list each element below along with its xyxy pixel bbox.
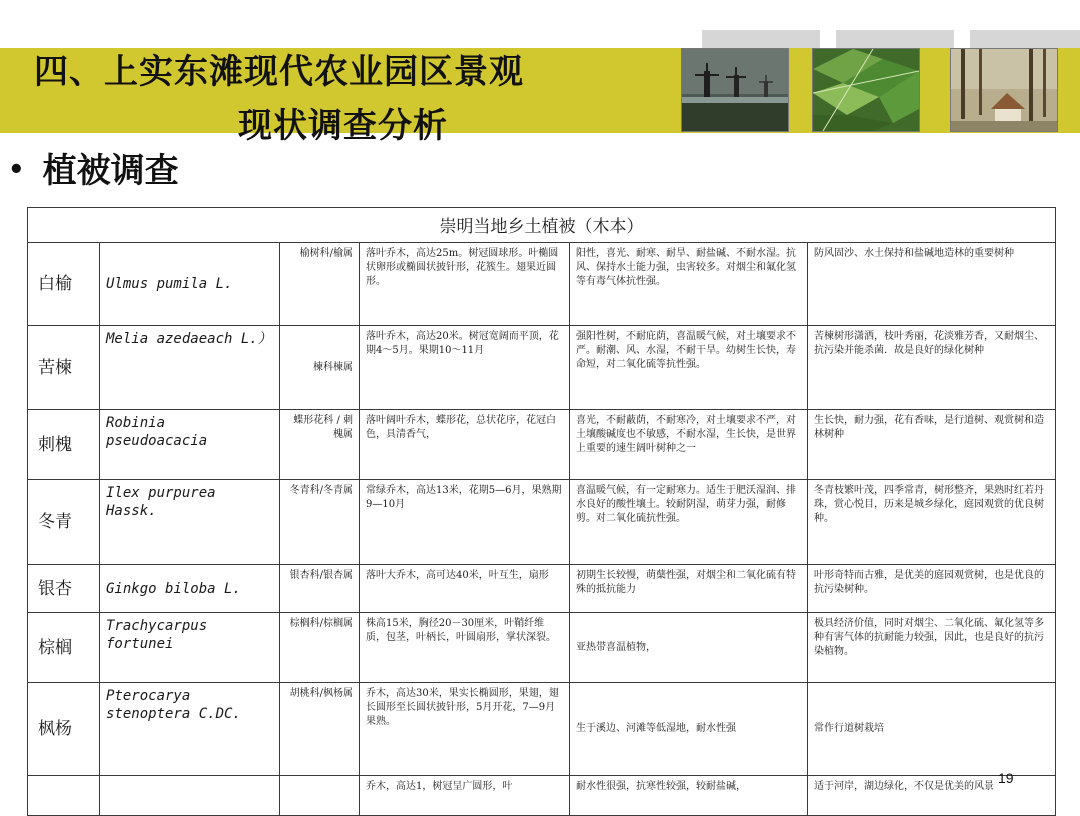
use-description: 苦楝树形潇洒，枝叶秀丽，花淡雅芳香，又耐烟尘、抗污染并能杀菌．故是良好的绿化树种: [808, 326, 1056, 410]
family-genus: 楝科楝属: [280, 326, 360, 410]
latin-name: Melia azedaeach L.）: [100, 326, 280, 410]
header-shade-3: [970, 30, 1080, 48]
common-name: 枫杨: [28, 683, 100, 776]
form-description: 乔木，高达1，树冠呈广圆形，叶: [360, 776, 570, 816]
use-description: 冬青枝繁叶茂，四季常青，树形整齐，果熟时红若丹珠，赏心悦目，历来是城乡绿化，庭园观赏的优良树种。: [808, 480, 1056, 565]
table-row: [28, 683, 1056, 776]
family-genus: 蝶形花科 / 刺槐属: [280, 410, 360, 480]
use-description: 叶形奇特而古雅，是优美的庭园观赏树，也是优良的抗污染树种。: [808, 565, 1056, 613]
form-description: 株高15米，胸径20－30厘米，叶鞘纤维质，包茎，叶柄长，叶圆扇形，掌状深裂。: [360, 613, 570, 683]
table-row: [28, 326, 1056, 410]
habit-description: 阳性，喜光、耐寒、耐旱、耐盐碱、不耐水湿。抗风、保持水土能力强，虫害较多。对烟尘和氟化氢等有毒气体抗性强。: [570, 243, 808, 326]
common-name: 苦楝: [28, 326, 100, 410]
family-genus: 棕榈科/棕榈属: [280, 613, 360, 683]
form-description: 落叶大乔木，高可达40米，叶互生，扇形: [360, 565, 570, 613]
habit-description: 生于溪边、河滩等低湿地，耐水性强: [570, 683, 808, 776]
aerial-fields-photo: [812, 48, 920, 132]
family-genus: 榆树科/榆属: [280, 243, 360, 326]
use-description: 极具经济价值，同时对烟尘、二氧化硫、氟化氢等多种有害气体的抗耐能力较强，因此，也是良好的抗污染植物。: [808, 613, 1056, 683]
windmill-photo: [681, 48, 789, 132]
slide-title-line1: 四、上实东滩现代农业园区景观: [34, 52, 524, 92]
common-name: 刺槐: [28, 410, 100, 480]
header-shade-1: [702, 30, 820, 48]
section-heading: [8, 143, 179, 192]
farm-trees-photo: [950, 48, 1058, 132]
habit-description: 强阳性树，不耐庇荫，喜温暖气候，对土壤要求不严。耐潮、风、水湿，不耐干旱。幼树生长快，寿命短，对二氧化硫等抗性强。: [570, 326, 808, 410]
slide-title-line2: 现状调查分析: [238, 106, 448, 146]
header-shade-2: [836, 30, 954, 48]
common-name: 冬青: [28, 480, 100, 565]
table-row: [28, 243, 1056, 326]
latin-name: Ulmus pumila L.: [100, 243, 280, 326]
use-description: 常作行道树栽培: [808, 683, 1056, 776]
use-description: 适于河岸，湖边绿化，不仅是优美的风景: [808, 776, 1056, 816]
habit-description: 喜光，不耐蔽荫，不耐寒冷，对土壤要求不严，对土壤酸碱度也不敏感，不耐水湿，生长快，是世界上重要的速生阔叶树种之一: [570, 410, 808, 480]
latin-name: Pterocarya stenoptera C.DC.: [100, 683, 280, 776]
form-description: 落叶乔木，高达25m。树冠圆球形。叶椭圆状卵形或椭圆状披针形，花簇生。翅果近圆形。: [360, 243, 570, 326]
habit-description: 亚热带喜温植物，: [570, 613, 808, 683]
form-description: 常绿乔木，高达13米，花期5—6月，果熟期9—10月: [360, 480, 570, 565]
table-caption: 崇明当地乡土植被（木本）: [28, 208, 1056, 243]
table-row: [28, 410, 1056, 480]
family-genus: 银杏科/银杏属: [280, 565, 360, 613]
habit-description: 喜温暖气候，有一定耐寒力。适生于肥沃湿润、排水良好的酸性壤土。较耐阴湿，萌芽力强，耐修剪。对二氧化硫抗性强。: [570, 480, 808, 565]
family-genus: 冬青科/冬青属: [280, 480, 360, 565]
habit-description: 初期生长较慢，萌蘖性强，对烟尘和二氧化硫有特殊的抵抗能力: [570, 565, 808, 613]
common-name: 银杏: [28, 565, 100, 613]
table-row: [28, 613, 1056, 683]
page-number: 19: [998, 770, 1014, 786]
common-name: 白榆: [28, 243, 100, 326]
form-description: 落叶乔木，高达20米。树冠宽阔而平顶，花期4～5月。果期10～11月: [360, 326, 570, 410]
bullet-point: •: [8, 155, 25, 185]
habit-description: 耐水性很强，抗寒性较强，较耐盐碱，: [570, 776, 808, 816]
use-description: 防风固沙、水土保持和盐碱地造林的重要树种: [808, 243, 1056, 326]
table-row: [28, 480, 1056, 565]
latin-name: Trachycarpus fortunei: [100, 613, 280, 683]
section-heading-text: 植被调查: [42, 151, 179, 191]
common-name: 棕榈: [28, 613, 100, 683]
vegetation-table: [27, 207, 1056, 816]
table-row: [28, 565, 1056, 613]
form-description: 落叶阔叶乔木，蝶形花，总状花序，花冠白色，具清香气，: [360, 410, 570, 480]
latin-name: Ilex purpurea Hassk.: [100, 480, 280, 565]
form-description: 乔木，高达30米，果实长椭圆形，果翅，翅长圆形至长圆状披针形，5月开花，7—9月果熟。: [360, 683, 570, 776]
latin-name: Ginkgo biloba L.: [100, 565, 280, 613]
family-genus: 胡桃科/枫杨属: [280, 683, 360, 776]
latin-name: Robinia pseudoacacia: [100, 410, 280, 480]
use-description: 生长快，耐力强，花有香味，是行道树、观赏树和造林树种: [808, 410, 1056, 480]
